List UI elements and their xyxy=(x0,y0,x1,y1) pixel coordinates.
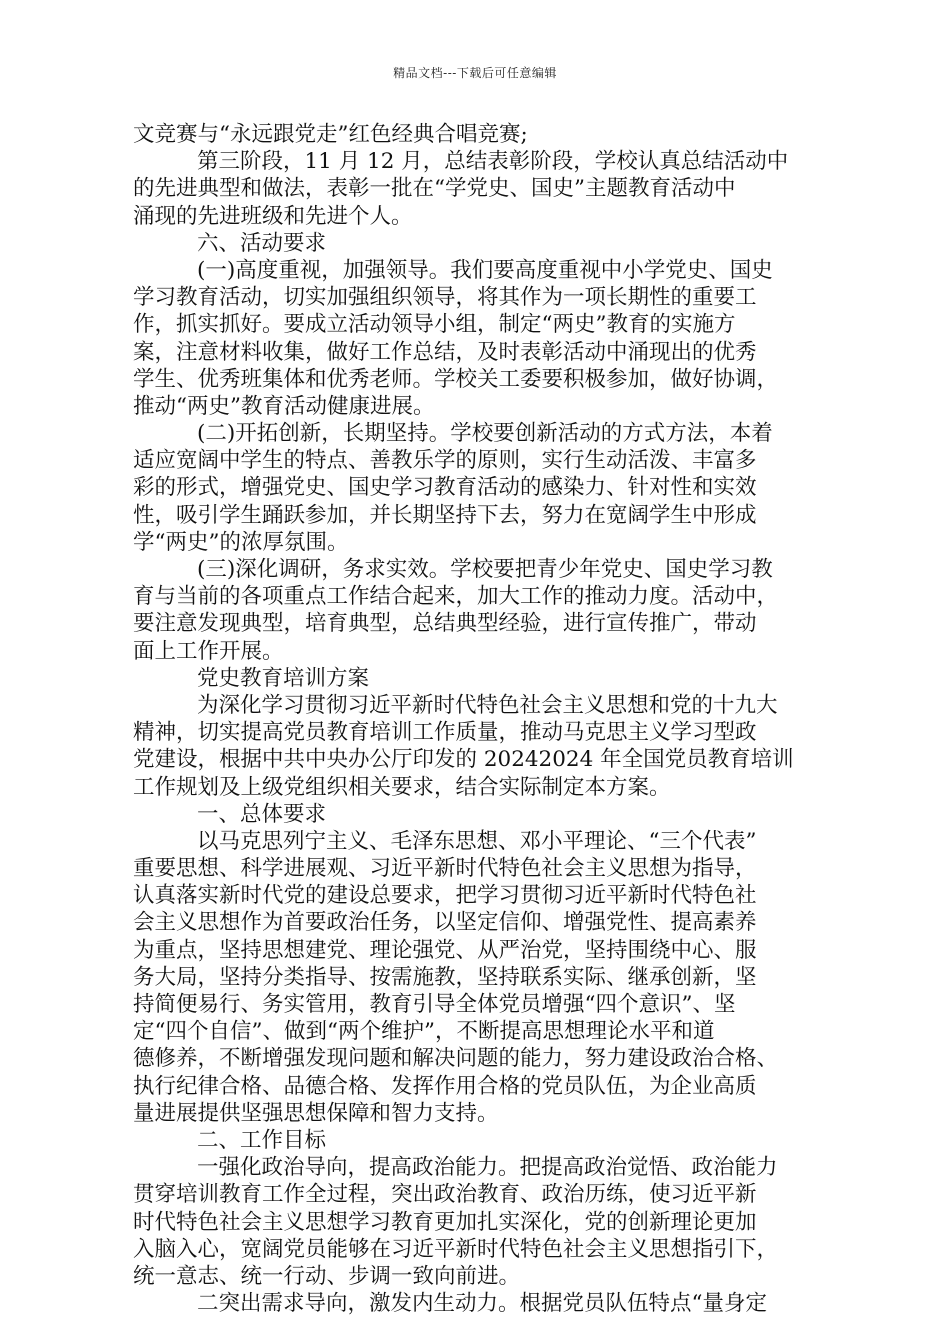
text-line: 的先进典型和做法，表彰一批在“学党史、国史”主题教育活动中 xyxy=(133,176,736,202)
text-line: 一、总体要求 xyxy=(197,801,327,827)
text-line: 面上工作开展。 xyxy=(133,638,284,664)
text-line: 会主义思想作为首要政治任务，以坚定信仰、增强党性、提高素养 xyxy=(133,910,757,936)
text-line: 文竞赛与“永远跟党走”红色经典合唱竞赛; xyxy=(133,122,528,147)
text-line: 党建设，根据中共中央办公厅印发的 20242024 年全国党员教育培训 xyxy=(133,747,794,773)
text-line: 学生、优秀班集体和优秀老师。学校关工委要积极参加，做好协调， xyxy=(133,366,779,392)
text-line: 精神，切实提高党员教育培训工作质量，推动马克思主义学习型政 xyxy=(133,720,757,746)
text-line: 涌现的先进班级和先进个人。 xyxy=(133,203,413,229)
text-line: (三)深化调研，务求实效。学校要把青少年党史、国史学习教 xyxy=(197,557,773,582)
page-header: 精品文档---下载后可任意编辑 xyxy=(393,66,557,80)
text-line: 学习教育活动，切实加强组织领导，将其作为一项长期性的重要工 xyxy=(133,285,757,311)
text-line: 定“四个自信”、做到“两个维护”，不断提高思想理论水平和道 xyxy=(133,1019,715,1045)
text-line: 案，注意材料收集，做好工作总结，及时表彰活动中涌现出的优秀 xyxy=(133,339,757,365)
text-line: 以马克思列宁主义、毛泽东思想、邓小平理论、“三个代表” xyxy=(197,828,757,854)
text-line: 第三阶段，11 月 12 月，总结表彰阶段，学校认真总结活动中 xyxy=(197,149,789,175)
text-line: 二突出需求导向，激发内生动力。根据党员队伍特点“量身定 xyxy=(197,1291,767,1317)
text-line: 德修养，不断增强发现问题和解决问题的能力，努力建设政治合格、 xyxy=(133,1046,779,1072)
text-line: 持简便易行、务实管用，教育引导全体党员增强“四个意识”、坚 xyxy=(133,992,736,1017)
text-line: 彩的形式，增强党史、国史学习教育活动的感染力、针对性和实效 xyxy=(133,475,757,501)
text-line: 认真落实新时代党的建设总要求，把学习贯彻习近平新时代特色社 xyxy=(133,883,757,909)
text-line: 作，抓实抓好。要成立活动领导小组，制定“两史”教育的实施方 xyxy=(133,312,736,338)
text-line: 适应宽阔中学生的特点、善教乐学的原则，实行生动活泼、丰富多 xyxy=(133,448,757,474)
text-line: 工作规划及上级党组织相关要求，结合实际制定本方案。 xyxy=(133,774,671,800)
text-line: 统一意志、统一行动、步调一致向前进。 xyxy=(133,1263,521,1289)
text-line: 性，吸引学生踊跃参加，并长期坚持下去，努力在宽阔学生中形成 xyxy=(133,502,757,528)
text-line: 二、工作目标 xyxy=(197,1127,327,1153)
text-line: 推动“两史”教育活动健康进展。 xyxy=(133,393,435,419)
document-body xyxy=(133,121,823,1317)
text-line: 入脑入心，宽阔党员能够在习近平新时代特色社会主义思想指引下， xyxy=(133,1236,779,1262)
text-line: 育与当前的各项重点工作结合起来，加大工作的推动力度。活动中， xyxy=(133,584,779,610)
text-line: 贯穿培训教育工作全过程，突出政治教育、政治历练，使习近平新 xyxy=(133,1182,757,1208)
text-line: (一)高度重视，加强领导。我们要高度重视中小学党史、国史 xyxy=(197,257,773,283)
text-line: 量进展提供坚强思想保障和智力支持。 xyxy=(133,1100,499,1126)
text-line: 为重点，坚持思想建党、理论强党、从严治党，坚持围绕中心、服 xyxy=(133,937,757,963)
text-line: 六、活动要求 xyxy=(197,230,327,256)
text-line: 时代特色社会主义思想学习教育更加扎实深化，党的创新理论更加 xyxy=(133,1209,757,1235)
text-line: 要注意发现典型，培育典型，总结典型经验，进行宣传推广，带动 xyxy=(133,611,757,637)
text-line: 执行纪律合格、品德合格、发挥作用合格的党员队伍，为企业高质 xyxy=(133,1073,757,1099)
text-line: 为深化学习贯彻习近平新时代特色社会主义思想和党的十九大 xyxy=(197,692,778,718)
text-line: 学“两史”的浓厚氛围。 xyxy=(133,529,349,555)
text-line: (二)开拓创新，长期坚持。学校要创新活动的方式方法，本着 xyxy=(197,421,773,447)
text-line: 务大局，坚持分类指导、按需施教，坚持联系实际、继承创新，坚 xyxy=(133,964,757,990)
text-line: 重要思想、科学进展观、习近平新时代特色社会主义思想为指导， xyxy=(133,856,757,882)
text-line: 一强化政治导向，提高政治能力。把提高政治觉悟、政治能力 xyxy=(197,1155,778,1181)
text-line: 党史教育培训方案 xyxy=(197,665,370,691)
